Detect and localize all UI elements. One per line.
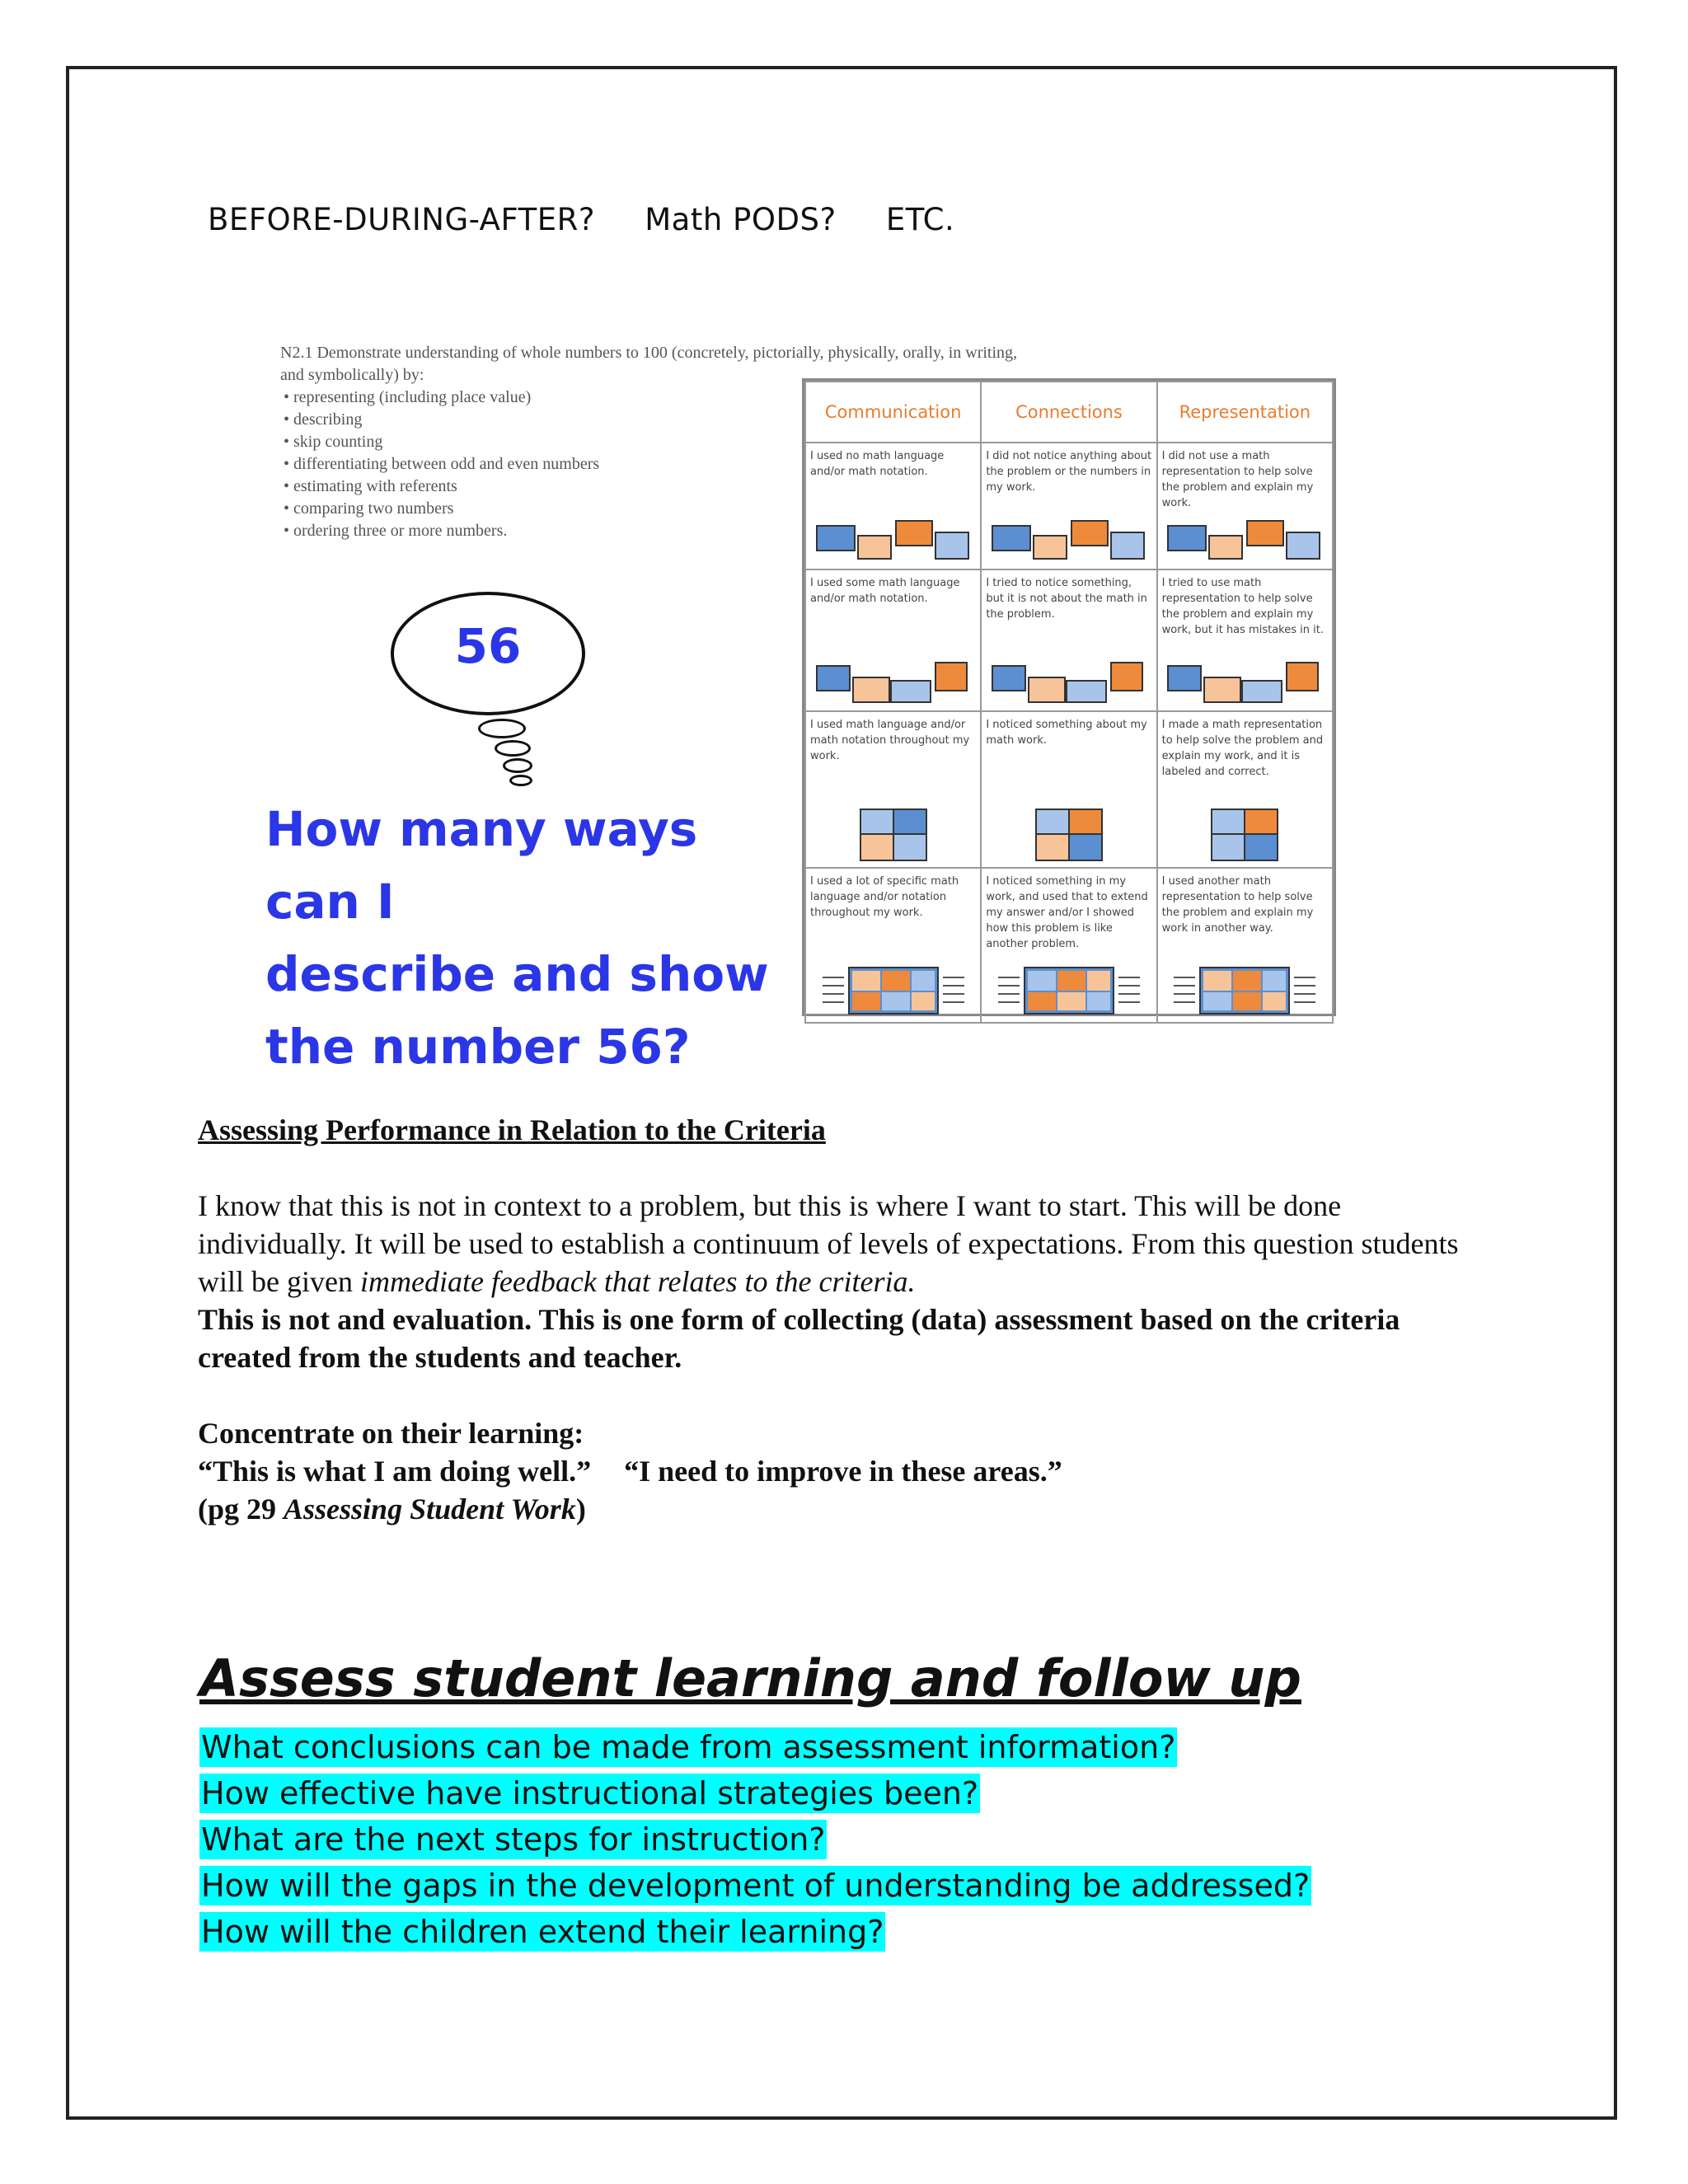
rubric-header-representation: Representation bbox=[1157, 382, 1333, 443]
reference-title: Assessing Student Work bbox=[284, 1493, 576, 1526]
question-item: How will the gaps in the development of understanding be addressed? bbox=[201, 1868, 1311, 1904]
rubric-cell: I tried to use math representation to help solve the problem and explain my work, but it has mistakes in it. bbox=[1157, 569, 1333, 711]
rubric-cell: I made a math representation to help solve the problem and explain my work, and it is labeled and correct. bbox=[1157, 711, 1333, 868]
question-line: the number 56? bbox=[265, 1019, 691, 1075]
evaluation-note: This is not and evaluation. This is one form of collecting (data) assessment based on the criteria created from the students and teacher. bbox=[198, 1303, 1400, 1374]
question-line: describe and show bbox=[265, 946, 769, 1002]
outcome-bullet: • representing (including place value) bbox=[284, 388, 532, 406]
thought-bubble-tail bbox=[495, 740, 531, 757]
outcome-bullet: • estimating with referents bbox=[284, 477, 457, 495]
intro-paragraph bbox=[198, 1187, 1484, 1301]
puzzle-pieces-icon bbox=[1034, 808, 1104, 862]
intro-paragraph-italic: immediate feedback that relates to the criteria. bbox=[359, 1265, 916, 1298]
outcome-title: N2.1 Demonstrate understanding of whole numbers to 100 (concretely, pictorially, physically, orally, in writing, and symbolically) by: bbox=[280, 344, 1018, 384]
reference-line: (pg 29 Assessing Student Work) bbox=[198, 1493, 586, 1526]
puzzle-pieces-icon bbox=[1166, 659, 1323, 705]
quote-doing-well: “This is what I am doing well.” bbox=[198, 1455, 592, 1488]
question-item: What are the next steps for instruction? bbox=[201, 1821, 826, 1858]
puzzle-pieces-icon bbox=[815, 518, 972, 564]
rubric-table bbox=[802, 378, 1336, 1016]
question-item: What conclusions can be made from assessment information? bbox=[201, 1729, 1176, 1765]
puzzle-pieces-icon bbox=[991, 659, 1147, 705]
question-item: How effective have instructional strategies been? bbox=[201, 1775, 979, 1811]
rubric-header-communication: Communication bbox=[805, 382, 981, 443]
quote-line bbox=[198, 1452, 1484, 1490]
rubric-cell: I tried to notice something, but it is not about the math in the problem. bbox=[981, 569, 1156, 711]
thought-bubble-tail bbox=[503, 758, 532, 773]
puzzle-pieces-icon bbox=[991, 518, 1147, 564]
bubble-number: 56 bbox=[454, 618, 522, 674]
rubric-cell: I used math language and/or math notation throughout my work. bbox=[805, 711, 981, 868]
puzzle-pieces-icon bbox=[1170, 964, 1319, 1017]
rubric-header-connections: Connections bbox=[981, 382, 1156, 443]
rubric-cell: I did not use a math representation to help solve the problem and explain my work. bbox=[1157, 443, 1333, 569]
outcome-bullet: • comparing two numbers bbox=[284, 499, 454, 518]
follow-up-questions bbox=[199, 1724, 1311, 1955]
section-heading: Assessing Performance in Relation to the Criteria bbox=[198, 1113, 826, 1146]
rubric-cell: I did not notice anything about the problem or the numbers in my work. bbox=[981, 443, 1156, 569]
outcome-bullet: • describing bbox=[284, 410, 363, 429]
outcome-bullet: • ordering three or more numbers. bbox=[284, 522, 508, 540]
rubric-cell: I noticed something about my math work. bbox=[981, 711, 1156, 868]
concentrate-block bbox=[198, 1414, 1484, 1528]
rubric-cell: I used another math representation to help solve the problem and explain my work in another way. bbox=[1157, 868, 1333, 1023]
puzzle-pieces-icon bbox=[995, 964, 1143, 1017]
assess-title: Assess student learning and follow up bbox=[199, 1648, 1301, 1708]
puzzle-pieces-icon bbox=[815, 659, 972, 705]
header-line bbox=[208, 202, 994, 237]
rubric-cell: I used a lot of specific math language and/or notation throughout my work. bbox=[805, 868, 981, 1023]
puzzle-pieces-icon bbox=[859, 808, 928, 862]
outcome-bullet: • skip counting bbox=[284, 433, 383, 451]
rubric-cell: I noticed something in my work, and used that to extend my answer and/or I showed how this problem is like another problem. bbox=[981, 868, 1156, 1023]
question-text bbox=[265, 793, 793, 1083]
question-line: How many ways can I bbox=[265, 801, 698, 930]
concentrate-heading: Concentrate on their learning: bbox=[198, 1417, 584, 1450]
header-item-etc: ETC. bbox=[885, 202, 955, 237]
header-item-before-during-after: BEFORE-DURING-AFTER? bbox=[208, 202, 595, 237]
puzzle-pieces-icon bbox=[819, 964, 968, 1017]
puzzle-pieces-icon bbox=[1166, 518, 1323, 564]
rubric-cell: I used no math language and/or math notation. bbox=[805, 443, 981, 569]
intro-paragraph-text: I know that this is not in context to a problem, but this is where I want to start. This will be done individually. It will be used to establish a continuum of levels of expectations. From this question students will be given bbox=[198, 1189, 1459, 1298]
quote-improve: “I need to improve in these areas.” bbox=[624, 1455, 1062, 1488]
question-item: How will the children extend their learning? bbox=[201, 1914, 884, 1950]
puzzle-pieces-icon bbox=[1210, 808, 1279, 862]
thought-bubble-tail bbox=[509, 775, 532, 786]
outcome-bullet: • differentiating between odd and even numbers bbox=[284, 455, 600, 473]
thought-bubble-tail bbox=[478, 719, 526, 738]
rubric-cell: I used some math language and/or math notation. bbox=[805, 569, 981, 711]
header-item-math-pods: Math PODS? bbox=[645, 202, 837, 237]
